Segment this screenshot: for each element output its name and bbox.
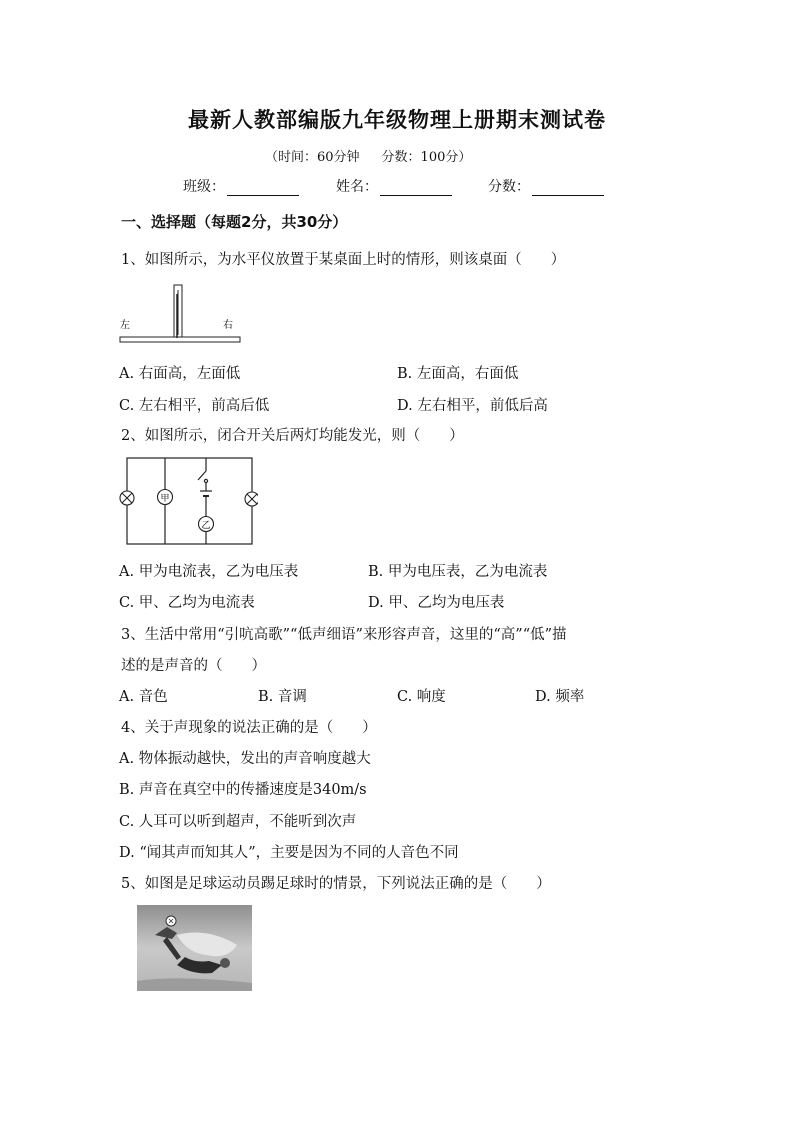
lamp-left-icon [120, 491, 134, 505]
question-1-stem: 1、如图所示，为水平仪放置于某桌面上时的情形，则该桌面（ ） [121, 252, 566, 268]
question-1-option-a: A. 右面高，左面低 [119, 366, 241, 382]
meter-jia-icon [158, 490, 173, 505]
score-field [488, 176, 604, 196]
meter-yi-icon [199, 517, 214, 532]
question-1-option-d: D. 左右相平，前低后高 [397, 398, 548, 414]
question-3-stem-line2: 述的是声音的（ ） [121, 658, 266, 674]
figure-label-right: 右 [223, 320, 233, 331]
question-3-stem-line1: 3、生活中常用“引吭高歌”“低声细语”来形容声音，这里的“高”“低”描 [121, 627, 567, 643]
class-label: 班级： [183, 179, 225, 195]
page-title: 最新人教部编版九年级物理上册期末测试卷 [188, 108, 606, 132]
question-4-option-a: A. 物体振动越快，发出的声音响度越大 [119, 751, 371, 767]
question-3-option-a: A. 音色 [119, 689, 168, 705]
score-blank [532, 181, 604, 196]
question-2-option-d: D. 甲、乙均为电压表 [368, 595, 505, 611]
section-heading: 一、选择题（每题2分，共30分） [121, 213, 348, 231]
meter-yi-label: 乙 [201, 521, 211, 531]
spirit-level-figure [118, 282, 243, 346]
question-5-stem: 5、如图是足球运动员踢足球时的情景，下列说法正确的是（ ） [121, 876, 551, 892]
name-blank [380, 181, 452, 196]
question-2-option-c: C. 甲、乙均为电流表 [119, 595, 255, 611]
question-3-option-d: D. 频率 [535, 689, 585, 705]
name-field [336, 176, 452, 196]
question-2-option-a: A. 甲为电流表，乙为电压表 [119, 564, 299, 580]
exam-total-score: 分数：100分） [381, 150, 472, 165]
football-player-photo [137, 905, 252, 991]
question-2-stem: 2、如图所示，闭合开关后两灯均能发光，则（ ） [121, 428, 464, 444]
meter-jia-label: 甲 [160, 494, 170, 504]
question-1-option-b: B. 左面高，右面低 [397, 366, 519, 382]
question-1-option-c: C. 左右相平，前高后低 [119, 398, 270, 414]
question-3-option-b: B. 音调 [258, 689, 307, 705]
question-4-option-d: D. “闻其声而知其人”，主要是因为不同的人音色不同 [119, 845, 459, 861]
question-2-option-b: B. 甲为电压表，乙为电流表 [368, 564, 548, 580]
class-blank [227, 181, 299, 196]
question-3-option-c: C. 响度 [397, 689, 446, 705]
lamp-right-icon [245, 492, 258, 506]
score-label: 分数： [488, 179, 530, 195]
exam-meta [265, 146, 493, 165]
figure-label-left: 左 [120, 320, 130, 331]
class-field [183, 176, 299, 196]
question-4-stem: 4、关于声现象的说法正确的是（ ） [121, 720, 377, 736]
exam-time: （时间：60分钟 [265, 150, 360, 165]
question-4-option-c: C. 人耳可以听到超声，不能听到次声 [119, 814, 357, 830]
name-label: 姓名： [336, 179, 378, 195]
question-4-option-b: B. 声音在真空中的传播速度是340m/s [119, 782, 367, 798]
circuit-diagram-figure [118, 453, 258, 549]
